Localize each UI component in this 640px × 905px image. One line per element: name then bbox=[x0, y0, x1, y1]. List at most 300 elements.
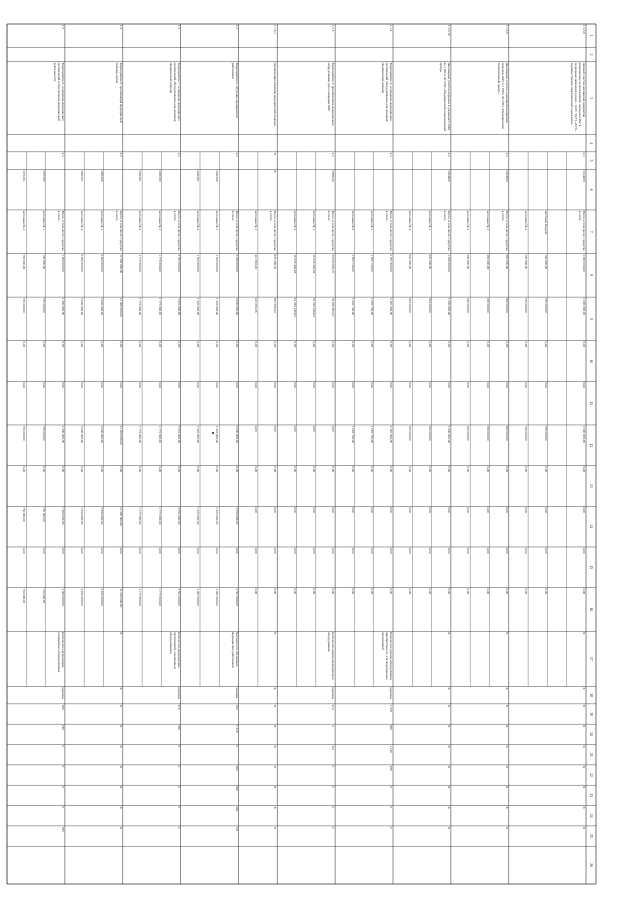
table-cell: 0,00 bbox=[80, 547, 85, 554]
table-cell: 0,00 bbox=[427, 588, 432, 595]
table-cell: 274 bbox=[331, 704, 336, 710]
table-cell: 0,00 bbox=[331, 341, 336, 348]
table-cell: 0,00 bbox=[61, 341, 66, 348]
table-cell: 1 525 000,00 bbox=[196, 507, 201, 525]
table-cell: 0,00 bbox=[61, 547, 66, 554]
table-cell: 0 bbox=[61, 786, 66, 788]
table-cell: 525 000,00 bbox=[408, 254, 413, 270]
table-cell: 250 000,00 bbox=[466, 297, 471, 313]
table-cell: 1 050 000,00 bbox=[447, 254, 452, 272]
table-cell: 0,00 bbox=[369, 382, 374, 388]
table-cell: 11 300 000,00 bbox=[118, 297, 123, 317]
table-cell: 0,00 bbox=[273, 466, 278, 473]
table-cell: 0,00 bbox=[234, 466, 239, 473]
table-cell: 0,00 bbox=[524, 382, 529, 388]
table-cell: 0,00 bbox=[408, 547, 413, 554]
table-cell: 1 283 500,00 bbox=[215, 588, 220, 606]
table-cell: 1 775 500,00 bbox=[138, 507, 143, 525]
table-cell: 500 000,00 bbox=[504, 425, 509, 441]
table-cell: 0,00 bbox=[215, 466, 220, 473]
table-cell: 0,00 bbox=[331, 466, 336, 473]
table-cell: 4.1 bbox=[582, 152, 587, 157]
column-number: 21 bbox=[589, 752, 593, 757]
table-cell: 4.1 bbox=[447, 152, 452, 157]
table-cell: 311 bbox=[234, 826, 239, 832]
table-cell: Количество единиц оборудования, приобретенного для медицинских организаций bbox=[381, 632, 394, 681]
table-cell: 0,00 bbox=[196, 341, 201, 348]
table-cell: 750 000,00 bbox=[543, 254, 548, 270]
table-cell: 0 bbox=[61, 806, 66, 808]
table-cell: 0,00 bbox=[118, 466, 123, 473]
table-cell: 4.1 bbox=[504, 152, 509, 157]
table-cell: 0 bbox=[176, 826, 181, 829]
table-cell: 525 000,00 bbox=[427, 297, 432, 313]
table-cell: 0,00 bbox=[311, 425, 316, 432]
column-number: 6 bbox=[589, 188, 593, 191]
table-cell: источник № 2 bbox=[408, 210, 413, 231]
table-cell: 1 775 500,00 bbox=[157, 507, 162, 525]
table-cell: 0,00 bbox=[311, 588, 316, 595]
table-cell: 0,00 bbox=[582, 588, 587, 595]
column-number: 3 bbox=[589, 97, 593, 99]
table-cell: 0,00 bbox=[215, 382, 220, 388]
table-cell: Х bbox=[273, 765, 278, 769]
table-cell: 250 bbox=[176, 724, 181, 730]
table-cell: Х bbox=[118, 632, 123, 635]
table-cell: Х bbox=[504, 745, 509, 748]
table-cell: 0,00 bbox=[408, 382, 413, 388]
table-cell: Х bbox=[504, 806, 509, 809]
table-cell: 4.1 bbox=[331, 152, 336, 157]
table-cell: 1.2 bbox=[234, 24, 239, 29]
table-cell: Всего, в том числе: средства в счете bbox=[269, 210, 278, 251]
table-cell: Х bbox=[504, 687, 509, 690]
table-cell: 0,00 bbox=[331, 588, 336, 595]
table-cell: 1 283 500,00 bbox=[196, 588, 201, 606]
table-cell: 0,00 bbox=[543, 466, 548, 473]
table-cell: 5 650 000,00 bbox=[80, 254, 85, 272]
table-cell: 3 551 000,00 bbox=[176, 297, 181, 316]
table-cell: 3 551 000,00 bbox=[176, 588, 181, 606]
activity-description: Дачный участок жилищной инициатив разрешенное использование: передача ОАУ в поддержке заявления (далее – КПУ УДУ) «АТУ» Администрации лицензионный учреждение bbox=[570, 62, 587, 132]
table-cell: 1.1.5 bbox=[331, 24, 336, 32]
table-cell: 0,00 bbox=[543, 588, 548, 595]
table-cell: Х bbox=[504, 786, 509, 789]
table-cell: 0,00 bbox=[80, 341, 85, 348]
table-cell: Х bbox=[447, 826, 452, 830]
table-cell: 0,00 bbox=[157, 466, 162, 473]
table-cell: 0,00 bbox=[41, 341, 46, 348]
table-cell: 3 050 000,00 bbox=[234, 297, 239, 316]
table-cell: Всего, в том числе: средства в счете bbox=[327, 210, 336, 251]
table-cell: 762 bbox=[234, 704, 239, 710]
table-cell: Х bbox=[582, 786, 587, 789]
table-cell: 0,00 bbox=[582, 507, 587, 513]
table-cell: 0,00 bbox=[447, 588, 452, 595]
table-cell: 0,00 bbox=[176, 382, 181, 388]
table-cell: 411 653,26 bbox=[254, 254, 259, 270]
activity-description: Организация оказания медицинской помощи bbox=[273, 62, 278, 126]
table-cell: 750 000,00 bbox=[22, 507, 27, 522]
table-cell: 0 bbox=[331, 786, 336, 788]
table-cell: источник № 2 bbox=[524, 210, 529, 231]
table-cell: Х bbox=[447, 687, 452, 690]
table-cell: 0,00 bbox=[311, 466, 316, 473]
column-number: 5 bbox=[589, 159, 593, 162]
table-cell: 2 187 500,00 bbox=[389, 425, 394, 444]
table-cell: 0,00 bbox=[504, 382, 509, 388]
table-cell: 560 bbox=[234, 765, 239, 771]
table-cell: 1 525 000,00 bbox=[196, 254, 201, 272]
table-cell: Х bbox=[273, 170, 278, 173]
table-cell: 0,00 bbox=[543, 507, 548, 513]
table-cell: 0 bbox=[176, 765, 181, 768]
column-number: 1 bbox=[589, 34, 593, 37]
table-cell: 0,00 bbox=[504, 588, 509, 595]
table-cell: 750 000,00 bbox=[41, 297, 46, 313]
table-cell: 270 bbox=[176, 704, 181, 710]
table-cell: 0,00 bbox=[118, 341, 123, 348]
table-cell: 0,00 bbox=[485, 382, 490, 388]
table-cell: 0,00 bbox=[389, 547, 394, 554]
table-cell: 500 000,00 bbox=[504, 297, 509, 313]
table-cell: 0,00 bbox=[524, 341, 529, 348]
table-cell: 0,00 bbox=[466, 466, 471, 473]
table-cell: 0,00 bbox=[254, 466, 259, 473]
table-cell: 1 775 500,00 bbox=[138, 254, 143, 272]
table-cell: 1.3 bbox=[176, 24, 181, 29]
table-cell: 1 500 000,00 bbox=[61, 297, 66, 316]
table-cell: 1 525 000,00 bbox=[196, 297, 201, 316]
table-cell: единица bbox=[176, 687, 181, 699]
table-cell: 33 050 693,27 bbox=[331, 297, 336, 317]
activity-description: Жилищный участок жилищной инициатив передача ОАУ в 1 НВ в АГУЗО «Медицинский лицензионный центр» bbox=[497, 62, 509, 129]
table-cell: 0 bbox=[389, 786, 394, 788]
table-cell: Х bbox=[504, 765, 509, 769]
activity-description: Мероприятие 9: оснащение медицинских организаций и обеспечение медицинской деятельности bbox=[53, 62, 66, 121]
table-cell: 5 650 000,00 bbox=[80, 297, 85, 316]
column-number: 8 bbox=[589, 274, 593, 277]
table-cell: 0,00 bbox=[273, 341, 278, 348]
table-cell: 11 300 000,00 bbox=[118, 507, 123, 526]
table-cell: 0,00 bbox=[196, 547, 201, 554]
table-cell: 823 306,52 bbox=[273, 254, 278, 270]
table-cell: 0,00 bbox=[176, 547, 181, 554]
table-cell: 0,00 bbox=[543, 341, 548, 348]
table-cell: 0 bbox=[331, 765, 336, 768]
table-cell: местный бюджет bbox=[543, 210, 548, 235]
table-cell: 5 650 000,00 bbox=[80, 507, 85, 525]
table-cell: Х bbox=[447, 786, 452, 789]
table-cell: 750 000,00 bbox=[22, 425, 27, 441]
table-cell: 0,00 bbox=[138, 341, 143, 348]
table-cell: 0,00 bbox=[447, 382, 452, 388]
table-cell: 480 bbox=[389, 765, 394, 771]
table-cell: 0,00 bbox=[292, 382, 297, 388]
column-number: 19 bbox=[589, 712, 593, 716]
table-cell: 0,00 bbox=[176, 466, 181, 473]
table-cell: 1.1.4 bbox=[389, 24, 394, 32]
table-cell: 1 050 000,00 bbox=[447, 425, 452, 444]
activity-description: Жилищный участок передача в специалист ОАУ во 1 НВ в АГУЗО «Медицинский лицензионный центр» bbox=[439, 62, 452, 131]
table-cell: 5 650 000,00 bbox=[80, 588, 85, 606]
table-cell: единица bbox=[61, 687, 66, 699]
table-cell: 525 000,00 bbox=[427, 254, 432, 270]
table-cell: 1 093 750,00 bbox=[350, 425, 355, 444]
table-cell: 0,00 bbox=[273, 425, 278, 432]
table-cell: 0 bbox=[234, 745, 239, 747]
table-cell: 0,00 bbox=[350, 547, 355, 554]
table-cell: 0 bbox=[61, 745, 66, 747]
table-cell: 0,00 bbox=[215, 547, 220, 554]
table-cell: Х bbox=[504, 724, 509, 728]
table-cell: 0,00 bbox=[524, 466, 529, 473]
table-cell: 0,00 bbox=[427, 382, 432, 388]
table-cell: 0,00 bbox=[447, 547, 452, 554]
table-cell: 0,00 bbox=[331, 547, 336, 554]
table-cell: 0,00 bbox=[157, 382, 162, 388]
table-cell: 0 bbox=[331, 826, 336, 829]
table-cell: 0,00 bbox=[447, 466, 452, 473]
table-cell: 0,00 bbox=[524, 588, 529, 595]
table-cell: 2 567 000,00 bbox=[234, 588, 239, 606]
table-cell: источник № 1 bbox=[99, 210, 104, 231]
table-cell: 0,00 bbox=[369, 507, 374, 513]
table-cell: Количество единиц медицинского оборудования bbox=[327, 632, 336, 680]
table-cell: 0,00 bbox=[99, 547, 104, 554]
activity-description: Мероприятие 8: организация медицинской помощи детям bbox=[115, 62, 123, 123]
table-cell: Численность обученных медицинских работников bbox=[230, 632, 239, 668]
table-cell: 750 000,00 bbox=[41, 254, 46, 270]
table-cell: 750 000,00 bbox=[524, 297, 529, 313]
table-cell: 1 093 750,00 bbox=[369, 425, 374, 444]
table-cell: 0,00 bbox=[234, 341, 239, 348]
table-cell: Х bbox=[582, 826, 587, 830]
table-cell: 0,00 bbox=[22, 547, 27, 554]
table-cell: 0,00 bbox=[254, 547, 259, 554]
table-cell: 0,00 bbox=[331, 507, 336, 513]
activity-description: Мероприятие 7: оснащение медицинских организаций оборудованием для оказания медицинской помощи bbox=[169, 62, 181, 122]
table-cell: 4.1 bbox=[118, 152, 123, 157]
table-cell: Х bbox=[582, 704, 587, 708]
table-cell: источник № 2 bbox=[466, 210, 471, 231]
table-cell: Х bbox=[273, 687, 278, 690]
column-number: 24 bbox=[589, 813, 593, 818]
table-cell: 1 093 750,00 bbox=[369, 297, 374, 316]
table-cell: 1 500 000,00 bbox=[582, 425, 587, 444]
table-cell: 11 300 000,00 bbox=[118, 588, 123, 608]
table-cell: 0,00 bbox=[157, 341, 162, 348]
table-cell: источник № 2 bbox=[22, 210, 27, 231]
table-cell: 750 000,00 bbox=[524, 425, 529, 441]
table-cell: Х bbox=[273, 152, 278, 156]
table-cell: 0,00 bbox=[485, 341, 490, 348]
table-cell: 0,00 bbox=[176, 341, 181, 348]
table-cell: 0,00 bbox=[292, 425, 297, 432]
table-cell: Х bbox=[118, 724, 123, 728]
column-number: 7 bbox=[589, 230, 593, 233]
activity-description: Мероприятие 6: обучение медицинских работников bbox=[230, 62, 239, 119]
table-cell: 3 551 000,00 bbox=[176, 507, 181, 525]
table-cell: 1056340 bbox=[331, 170, 336, 182]
table-cell: Х bbox=[582, 687, 587, 690]
table-cell: Х bbox=[582, 745, 587, 748]
table-cell: источник № 1 bbox=[311, 210, 316, 231]
column-number: 14 bbox=[589, 524, 593, 529]
table-cell: 1041000 bbox=[215, 170, 220, 182]
table-cell: единица bbox=[331, 687, 336, 699]
table-cell: 0,00 bbox=[350, 588, 355, 595]
table-cell: 0 bbox=[176, 786, 181, 788]
table-cell: 250 000,00 bbox=[485, 297, 490, 313]
table-cell: 0,00 bbox=[504, 341, 509, 348]
column-number: 18 bbox=[589, 693, 593, 697]
table-cell: 1 525 000,00 bbox=[215, 425, 220, 444]
table-cell: Х bbox=[582, 806, 587, 809]
table-cell: 1 775 500,00 bbox=[157, 297, 162, 316]
column-number: 22 bbox=[589, 773, 593, 777]
table-cell: 1 516 bbox=[234, 724, 239, 733]
table-cell: 0,00 bbox=[427, 341, 432, 348]
table-cell: 0,00 bbox=[504, 547, 509, 554]
table-cell: 0,00 bbox=[408, 507, 413, 513]
table-cell: 250 000,00 bbox=[485, 425, 490, 441]
column-number: 25 bbox=[589, 834, 593, 838]
table-cell: 0,00 bbox=[273, 382, 278, 388]
table-cell: 1.1.5.1 bbox=[273, 24, 278, 34]
column-number: 26 bbox=[589, 863, 593, 867]
table-cell: 0,00 bbox=[485, 466, 490, 473]
table-cell: Х bbox=[118, 765, 123, 769]
table-cell: Х bbox=[273, 806, 278, 809]
table-cell: 0,00 bbox=[389, 588, 394, 595]
table-cell: 1061001 bbox=[80, 170, 85, 182]
table-cell: 0 bbox=[61, 765, 66, 768]
table-cell: 0,00 bbox=[485, 507, 490, 513]
table-cell: 0,00 bbox=[369, 341, 374, 348]
table-cell: 0,00 bbox=[254, 382, 259, 388]
table-cell: 1051001 bbox=[138, 170, 143, 182]
table-cell: 0,00 bbox=[447, 341, 452, 348]
table-cell: 1 120 bbox=[389, 745, 394, 753]
table-cell: 0,00 bbox=[427, 547, 432, 554]
table-cell: 0,00 bbox=[504, 466, 509, 473]
table-cell: 1 775 500,00 bbox=[157, 254, 162, 272]
table-cell: 3 050 000,00 bbox=[234, 425, 239, 444]
table-cell: 750 000,00 bbox=[22, 254, 27, 270]
column-number: 13 bbox=[589, 484, 593, 488]
table-cell: 823 306,52 bbox=[273, 297, 278, 313]
table-cell: 0,00 bbox=[389, 466, 394, 473]
column-number: 10 bbox=[589, 359, 593, 363]
table-cell: 16 525 346,63 bbox=[292, 254, 297, 274]
table-cell: 1061000 bbox=[99, 170, 104, 182]
table-cell: Х bbox=[273, 724, 278, 728]
table-cell: 0,00 bbox=[273, 507, 278, 513]
table-cell: 940 bbox=[234, 786, 239, 791]
table-cell: источник № 1 bbox=[215, 210, 220, 231]
table-cell: 0,00 bbox=[369, 547, 374, 554]
table-cell: 0,00 bbox=[524, 547, 529, 554]
table-cell: 4.1 bbox=[61, 152, 66, 157]
table-cell: Всего, в том числе: средства в счете bbox=[230, 210, 239, 251]
table-cell: 0,00 bbox=[254, 588, 259, 595]
table-cell: 525 000,00 bbox=[427, 425, 432, 441]
table-cell: 0,00 bbox=[389, 507, 394, 513]
table-cell: 4.1 bbox=[176, 152, 181, 157]
table-cell: 1.4 bbox=[118, 24, 123, 29]
table-cell: Х bbox=[447, 704, 452, 708]
table-cell: Х bbox=[273, 745, 278, 748]
table-cell: 0,00 bbox=[311, 507, 316, 513]
table-cell: 0 bbox=[176, 806, 181, 808]
table-cell: 1.1.3.9 bbox=[504, 24, 509, 34]
table-cell: Х bbox=[273, 632, 278, 635]
table-cell: 1 093 750,00 bbox=[369, 254, 374, 272]
table-cell: 0,00 bbox=[234, 382, 239, 388]
table-cell: 750 000,00 bbox=[22, 588, 27, 604]
table-cell: 0,00 bbox=[273, 588, 278, 595]
table-cell: Х bbox=[273, 826, 278, 830]
table-cell: 5 650 000,00 bbox=[99, 297, 104, 316]
table-cell: 750 000,00 bbox=[524, 254, 529, 270]
table-cell: Всего, в том числе: средства в счете bbox=[385, 210, 394, 251]
column-number: 15 bbox=[589, 565, 593, 570]
table-cell: 1034600 bbox=[447, 170, 452, 182]
table-cell: 11 300 000,00 bbox=[118, 254, 123, 274]
table-cell: Х bbox=[582, 765, 587, 769]
table-cell: Х bbox=[118, 806, 123, 809]
table-cell: Всего, в том числе: средства в счете bbox=[57, 210, 66, 251]
table-cell: 750 000,00 bbox=[543, 425, 548, 441]
table-cell: 0,00 bbox=[292, 507, 297, 513]
table-cell: 5 650 000,00 bbox=[99, 254, 104, 272]
table-cell: источник № 2 bbox=[350, 210, 355, 231]
table-cell: 1 525 000,00 bbox=[215, 254, 220, 272]
table-cell: 0,00 bbox=[138, 382, 143, 388]
table-cell: 16 525 346,64 bbox=[311, 254, 316, 274]
table-cell: 0,00 bbox=[138, 547, 143, 554]
column-number: 4 bbox=[589, 142, 593, 144]
table-cell: Х bbox=[504, 826, 509, 830]
table-cell: 0,00 bbox=[350, 341, 355, 348]
table-cell: Х bbox=[118, 786, 123, 789]
table-cell: 250 000,00 bbox=[485, 254, 490, 270]
table-cell: 0 bbox=[331, 806, 336, 808]
table-cell: 1034300 bbox=[504, 170, 509, 182]
table-cell: 0,00 bbox=[22, 341, 27, 348]
activity-description: Мероприятие 5: приобретение медицинского оборудования для оснащения ОАУ bbox=[327, 62, 336, 126]
table-cell: 1 093 750,00 bbox=[350, 297, 355, 316]
table-cell: 1051000 bbox=[157, 170, 162, 182]
table-cell: 1 500 000,00 bbox=[61, 425, 66, 444]
table-cell: 1014000 bbox=[582, 170, 587, 182]
table-cell: 0,00 bbox=[118, 547, 123, 554]
table-cell: 0,00 bbox=[80, 466, 85, 473]
table-cell: 500 000,00 bbox=[504, 254, 509, 270]
table-cell: 0,00 bbox=[157, 547, 162, 554]
table-cell: 0,00 bbox=[389, 382, 394, 388]
table-cell: единица bbox=[389, 687, 394, 699]
table-cell: 0,00 bbox=[466, 382, 471, 388]
table-cell: 3 551 000,00 bbox=[176, 425, 181, 444]
table-cell: 16 525 346,64 bbox=[311, 297, 316, 317]
table-cell: 3 050 000,00 bbox=[234, 254, 239, 272]
table-cell: 11 300 000,00 bbox=[118, 425, 123, 445]
table-cell: 750 000,00 bbox=[543, 297, 548, 313]
table-cell: Х bbox=[118, 745, 123, 748]
table-cell: 0,00 bbox=[350, 466, 355, 473]
